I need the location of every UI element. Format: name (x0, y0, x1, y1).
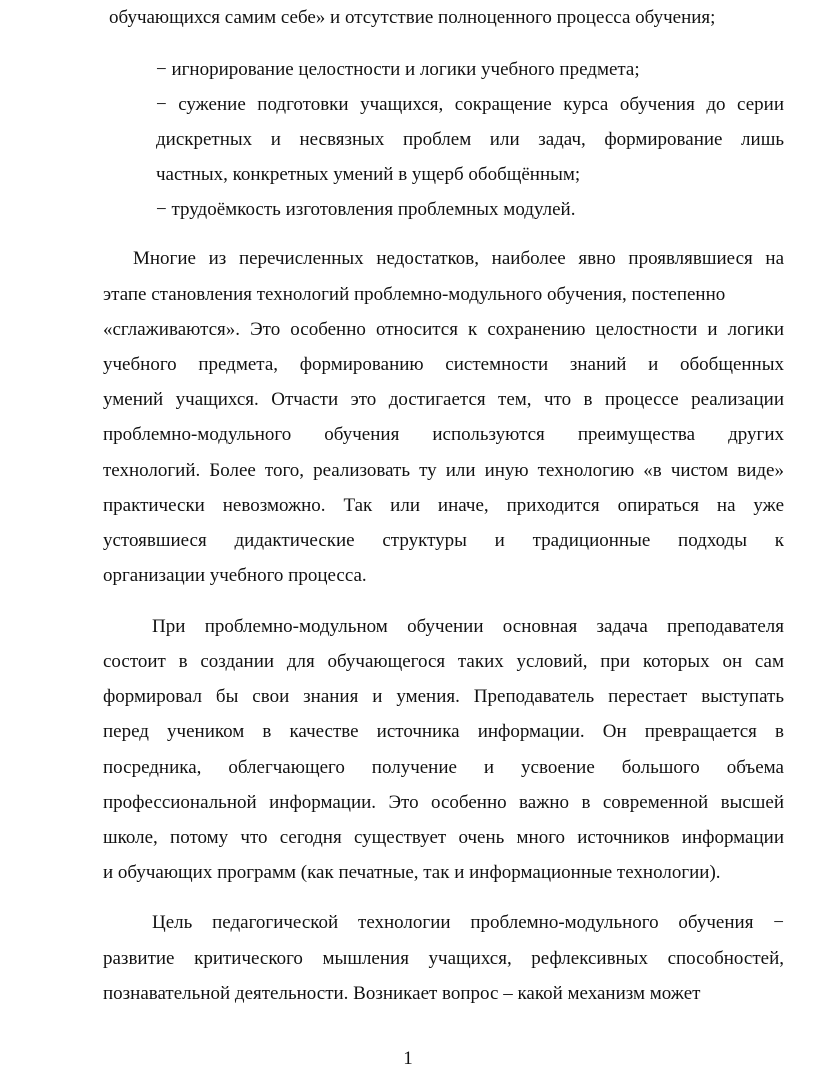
paragraph-line: Многие из перечисленных недостатков, наиболее явно проявлявшиеся на (133, 248, 784, 269)
paragraph-line: «сглаживаются». Это особенно относится к сохранению целостности и логики (103, 319, 784, 340)
paragraph-line: посредника, облегчающего получение и усвоение большого объема (103, 757, 784, 778)
paragraph-line: учебного предмета, формированию системности знаний и обобщенных (103, 354, 784, 375)
paragraph-line: профессиональной информации. Это особенно важно в современной высшей (103, 792, 784, 813)
paragraph-line: перед учеником в качестве источника информации. Он превращается в (103, 721, 784, 742)
continuation-line: обучающихся самим себе» и отсутствие полноценного процесса обучения; (109, 7, 716, 28)
paragraph-line: развитие критического мышления учащихся, рефлексивных способностей, (103, 948, 784, 969)
paragraph-line: состоит в создании для обучающегося таких условий, при которых он сам (103, 651, 784, 672)
list-item: − трудоёмкость изготовления проблемных модулей. (156, 199, 576, 220)
paragraph-line: При проблемно-модульном обучении основная задача преподавателя (152, 616, 784, 637)
paragraph-line: организации учебного процесса. (103, 565, 367, 586)
list-item-continuation: дискретных и несвязных проблем или задач, формирование лишь (156, 129, 784, 150)
paragraph-line: проблемно-модульного обучения используются преимущества других (103, 424, 784, 445)
list-item: − игнорирование целостности и логики учебного предмета; (156, 59, 640, 80)
paragraph-line: устоявшиеся дидактические структуры и традиционные подходы к (103, 530, 784, 551)
paragraph-line: умений учащихся. Отчасти это достигается тем, что в процессе реализации (103, 389, 784, 410)
paragraph-line: формировал бы свои знания и умения. Преподаватель перестает выступать (103, 686, 784, 707)
paragraph-line: школе, потому что сегодня существует очень много источников информации (103, 827, 784, 848)
paragraph-line: и обучающих программ (как печатные, так и информационные технологии). (103, 862, 721, 883)
paragraph-line: технологий. Более того, реализовать ту или иную технологию «в чистом виде» (103, 460, 784, 481)
paragraph-line: познавательной деятельности. Возникает вопрос – какой механизм может (103, 983, 701, 1004)
paragraph-line: этапе становления технологий проблемно-модульного обучения, постепенно (103, 284, 726, 305)
list-item: − сужение подготовки учащихся, сокращение курса обучения до серии (156, 94, 784, 115)
paragraph-line: практически невозможно. Так или иначе, приходится опираться на уже (103, 495, 784, 516)
page-number: 1 (403, 1048, 413, 1069)
list-item-continuation: частных, конкретных умений в ущерб обобщённым; (156, 164, 581, 185)
paragraph-line: Цель педагогической технологии проблемно-модульного обучения − (152, 912, 784, 933)
